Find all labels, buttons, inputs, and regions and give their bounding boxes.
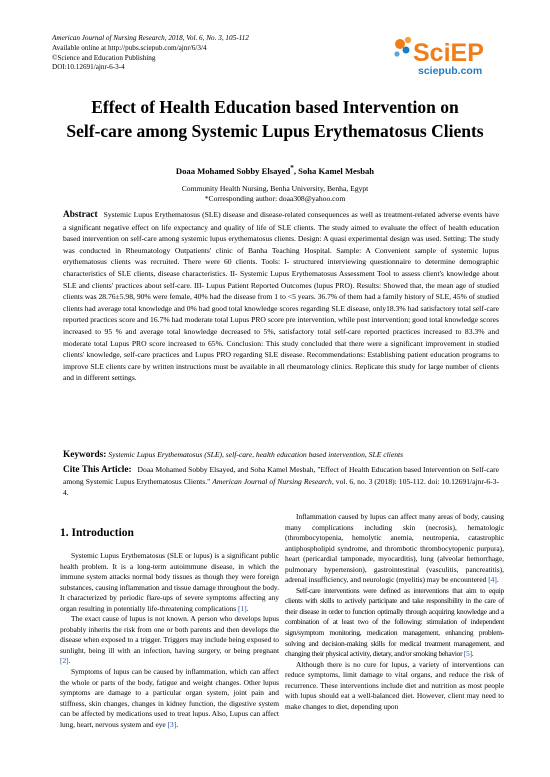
citation [63,464,499,498]
corresponding-mark: * [290,164,294,172]
journal-citation: American Journal of Nursing Research, 2018, Vol. 6, No. 3, 105-112 [52,34,249,42]
abstract-label: Abstract [63,210,98,220]
author-list [0,164,550,176]
affiliation-dept: Community Health Nursing, Benha University, Benha, Egypt [181,184,369,193]
svg-text:SciEP: SciEP [413,39,484,67]
reference-link[interactable]: [3] [167,719,177,729]
left-paragraph-1: Systemic Lupus Erythematosus (SLE or lupus) is a significant public health problem. It is a long-term autoimmune disease, in which the immune system attacks normal body tissues as though they were foreign substances, causing inflammation and tissue damage throughout the body. It characterized by periodic flare-ups of severe symptoms affecting any organ resulting in potentially life-threatening complications [1]. [60,551,279,613]
corresponding-author: *Corresponding author: doaa308@yahoo.com [204,194,346,204]
reference-link[interactable]: [1] [238,603,247,613]
left-paragraph-2: The exact cause of lupus is not known. A person who develops lupus probably inherits the risk from one or both parents and then develops the disease when exposed to a trigger. Triggers may include being exposed to sunlight, being ill with an infection, having surgery, or being pregnant [2]. [60,614,279,666]
sciep-logo-mark [394,37,411,57]
journal-header [52,34,249,73]
reference-link[interactable]: [4] [488,575,497,585]
left-paragraph-3: Symptoms of lupus can be caused by inflammation, which can affect the whole or parts of the body, fatigue and weight changes. Other lupus symptoms are damage to a particular organ system, joint pain and stiffness, skin changes, changes in kidney function, the digestive system can be affected by medications used to treat lupus. Also, Lupus can affect lung, heart, nervous system and eye [3]. [60,667,279,729]
article-title [20,95,530,143]
right-paragraph-2: Self-care interventions were defined as interventions that aim to equip clients with skills to actively participate and take responsibility in the care of their disease in order to function optimally through acquiring knowledge and a combination of at least two of the following: stimulation of independent sign/symptom monitoring, medication management, enhancing problem-solving and decision-making skills for medical treatment management, and changing their physical activity, dietary, and/or smoking behavior [5]. [285,585,504,659]
online-availability: Available online at http://pubs.sciepub.com/ajnr/6/3/4 [52,43,207,52]
left-column [60,551,279,730]
section-heading-introduction: 1. Introduction [60,527,134,539]
cite-journal: American Journal of Nursing Research, [212,477,334,486]
reference-link[interactable]: [5] [463,649,472,659]
author-1: Doaa Mohamed Sobby Elsayed [175,165,291,176]
cite-details: vol. 6, no. 3 (2018): 105-112. doi: 10.12691/ajnr-6-3-4. [63,477,499,497]
reference-link[interactable]: [2] [60,656,69,666]
title-line-2: Self-care among Systemic Lupus Erythematosus Clients [66,121,484,141]
cite-text: Doaa Mohamed Sobby Elsayed, and Soha Kamel Mesbah, "Effect of Health Education based Intervention on Self-care among Systemic Lupus Erythematosus Clients." [63,465,500,486]
copyright-notice: ©Science and Education Publishing [52,53,156,62]
svg-text:sciepub.com: sciepub.com [418,65,483,77]
title-line-1: Effect of Health Education based Intervention on [91,97,459,117]
right-paragraph-3: Although there is no cure for lupus, a variety of interventions can reduce symptoms, limit damage to vital organs, and reduce the risk of recurrence. These interventions include diet and nutrition as most people with lupus should eat a well-balanced diet. However, client may need to make changes to diet, depending upon [285,659,504,711]
affiliation [0,184,550,204]
author-2: , Soha Kamel Mesbah [293,165,375,176]
keywords-label: Keywords: [63,450,107,460]
keywords-text: Systemic Lupus Erythematosus (SLE), self-care, health education based intervention, SLE clients [108,450,404,459]
abstract [63,209,499,384]
cite-label: Cite This Article: [63,465,132,475]
right-paragraph-1: Inflammation caused by lupus can affect many areas of body, causing many complications including skin (necrosis), hematologic (thrombocytopenia, hemolytic anemia, neutropenia, catastrophic antiphospholipid syndrome, and thrombotic thrombocytopenic purpura), heart (pericardial tamponade, myocarditis), lung (alveolar hemorrhage, pulmonary hypertension), gastrointestinal (vasculitis, pancreatitis), adrenal insufficiency, and neurologic (myelitis) may be encountered [4]. [285,512,504,585]
sciep-logo [392,34,498,80]
keywords [63,449,499,461]
right-column [285,512,504,712]
doi: DOI:10.12691/ajnr-6-3-4 [52,63,125,72]
abstract-text: Systemic Lupus Erythematosus (SLE) disease and disease-related consequences as well as treatment-related adverse events have a significant negative effect on life expectancy and quality of life of SLE clients. The study aimed to evaluate the effect of health education based intervention on self-care among systemic lupus erythematosus clients. Design: A quasi experimental design was used. Setting: The study was conducted in Rheumatology Outpatients' clinic of Banha Teaching Hospital. Sample: A Convenient sample of systemic lupus erythematosus clients was recruited. There were 60 clients. Tools: I- structured interviewing questionnaire to determine demographic characteristics of SLE clients, disease characteristics. II- Systemic Lupus Erythematosus Assessment Tool to assess client's knowledge about SLE and clients' practices about self-care. III- Lupus Patient Reported Outcomes (lupus PRO). Results: Showed that, the mean age of studied clients was 28.76±5.98, 90% were female, 40% had the disease from 1 to <5 years. 36.7% of them had a family history of SLE, 45% of studied clients had average total knowledge and 0% had good total knowledge scores regarding SLE disease, only18.3% had satisfactory total self-care reported practices score and 16.7% had moderate total Lupus PRO score pre intervention, while post intervention; good total knowledge scores increased to 95 % and average total knowledge decreased to 5%, satisfactory total self-care reported practices increased to 83.3% and moderate total Lupus PRO score increased to 65%. Conclusion: This study concluded that there were a significant improvement in studied clients' knowledge, self-care practices and Lupus PRO regarding SLE disease. Recommendations: Establishing patient education programs to improve SLE clients care by written instructions must be available in all rheumatology clinics. Replicate this study for large number of clients and in different settings. [63,210,499,383]
